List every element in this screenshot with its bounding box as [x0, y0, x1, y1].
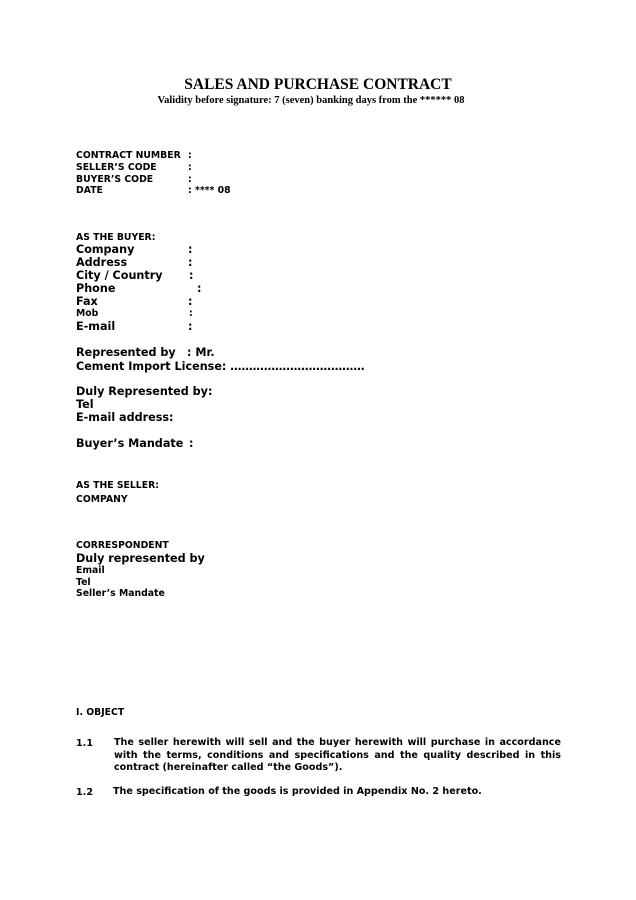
- seller-heading: AS THE SELLER:: [76, 480, 159, 491]
- seller-code-value: :: [188, 162, 192, 173]
- date-label: DATE: [76, 185, 103, 196]
- buyer-mob-value: :: [189, 308, 193, 319]
- contract-number-value: :: [188, 150, 192, 161]
- represented-by-label: Represented by: [76, 346, 176, 359]
- correspondent-duly-represented: Duly represented by: [76, 552, 205, 565]
- correspondent-tel: Tel: [76, 577, 91, 588]
- section-heading: I. OBJECT: [76, 707, 125, 718]
- contract-number-label: CONTRACT NUMBER: [76, 150, 181, 161]
- correspondent-email: Email: [76, 565, 105, 576]
- buyer-tel: Tel: [76, 398, 94, 411]
- clause-text: The specification of the goods is provided in Appendix No. 2 hereto.: [113, 786, 482, 797]
- clause-text: The seller herewith will sell and the buyer herewith will purchase in accordance with the terms, conditions and specifications and the quality described in this contract (hereinafter called “the Goods”).: [114, 737, 561, 774]
- sellers-mandate: Seller’s Mandate: [76, 588, 165, 599]
- date-value: : **** 08: [188, 185, 231, 196]
- seller-company: COMPANY: [76, 494, 128, 505]
- buyer-fax-value: :: [188, 295, 193, 308]
- buyer-address-label: Address: [76, 256, 128, 269]
- buyer-mob-label: Mob: [76, 308, 99, 319]
- document-title: SALES AND PURCHASE CONTRACT: [184, 76, 452, 93]
- buyer-city-country-value: :: [189, 269, 194, 282]
- buyer-mandate-value: :: [189, 437, 194, 450]
- validity-subtitle: Validity before signature: 7 (seven) banking days from the ****** 08: [157, 95, 465, 106]
- buyer-code-value: :: [188, 174, 192, 185]
- cement-import-license: Cement Import License: ………………………………: [76, 360, 365, 373]
- buyer-mandate-label: Buyer’s Mandate: [76, 437, 184, 450]
- buyer-email-address: E-mail address:: [76, 411, 174, 424]
- buyer-city-country-label: City / Country: [76, 269, 163, 282]
- buyer-company-label: Company: [76, 243, 135, 256]
- buyer-address-value: :: [188, 256, 193, 269]
- buyer-email-label: E-mail: [76, 320, 116, 333]
- buyer-fax-label: Fax: [76, 295, 98, 308]
- represented-by-value: : Mr.: [187, 346, 215, 359]
- clause-number: 1.1: [76, 738, 93, 749]
- correspondent-heading: CORRESPONDENT: [76, 540, 169, 551]
- buyer-code-label: BUYER’S CODE: [76, 174, 154, 185]
- buyer-email-value: :: [188, 320, 193, 333]
- clause-number: 1.2: [76, 787, 93, 798]
- seller-code-label: SELLER’S CODE: [76, 162, 157, 173]
- buyer-phone-value: :: [197, 282, 202, 295]
- buyer-heading: AS THE BUYER:: [76, 232, 156, 243]
- buyer-phone-label: Phone: [76, 282, 116, 295]
- buyer-company-value: :: [188, 243, 193, 256]
- duly-represented-by: Duly Represented by:: [76, 385, 213, 398]
